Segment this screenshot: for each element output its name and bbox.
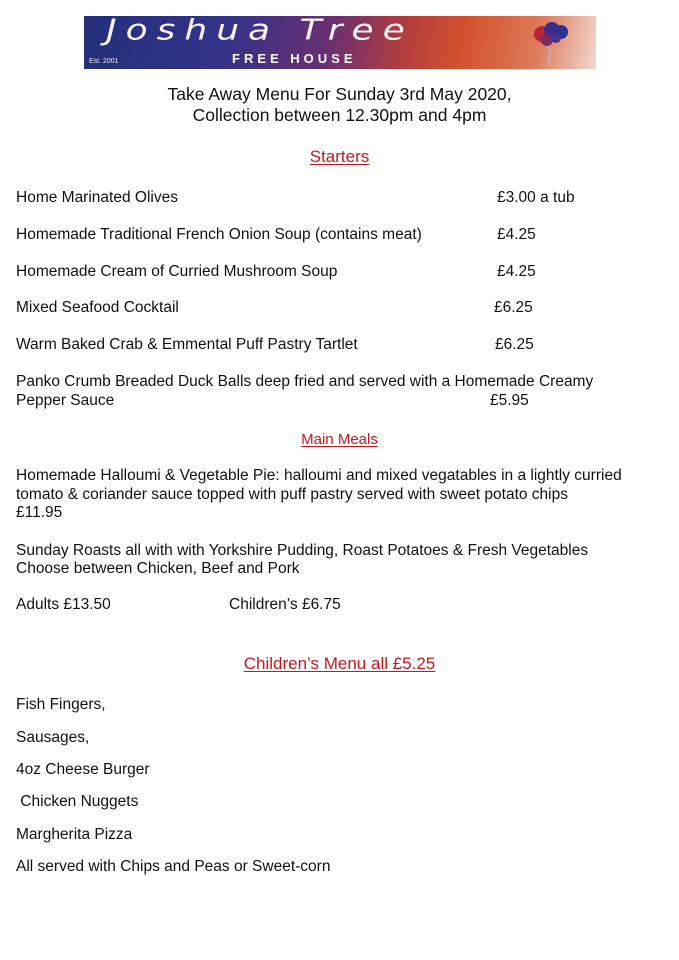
starter-item-name: Home Marinated Olives (16, 189, 178, 206)
collection-time: Collection between 12.30pm and 4pm (192, 105, 487, 125)
pie-price: £11.95 (16, 504, 63, 521)
logo-established: Est. 2001 (89, 58, 119, 65)
starter-item-name: Homemade Traditional French Onion Soup (contains meat) (16, 226, 422, 243)
childrens-item: Fish Fingers, (16, 696, 106, 713)
starter-item-price: £3.00 a tub (497, 189, 575, 206)
menu-title: Take Away Menu For Sunday 3rd May 2020, (167, 84, 512, 104)
starter-item-name: Warm Baked Crab & Emmental Puff Pastry Tartlet (16, 336, 358, 353)
starter-item-price: £6.25 (495, 336, 534, 353)
starter-item-price: £4.25 (497, 226, 536, 243)
logo-banner (84, 16, 596, 69)
roasts-child-price: Children’s £6.75 (229, 596, 341, 613)
roasts-choice: Choose between Chicken, Beef and Pork (16, 560, 300, 577)
childrens-menu-heading: Children’s Menu all £5.25 (243, 654, 436, 673)
starter-item-price: £4.25 (497, 263, 536, 280)
starter-item-name: Mixed Seafood Cocktail (16, 299, 179, 316)
logo-subtitle: FREE HOUSE (232, 51, 357, 66)
pie-description-cont: tomato & coriander sauce topped with puff pastry served with sweet potato chips (16, 486, 568, 503)
roasts-adult-price: Adults £13.50 (16, 596, 111, 613)
logo-title: Joshua Tree (106, 16, 414, 47)
childrens-item: Chicken Nuggets (16, 793, 139, 810)
starter-item-price: £5.95 (490, 392, 529, 409)
main-meals-heading: Main Meals (301, 431, 378, 448)
childrens-item: 4oz Cheese Burger (16, 761, 150, 778)
tree-icon (528, 20, 572, 66)
pie-description: Homemade Halloumi & Vegetable Pie: halloumi and mixed vegatables in a lightly curried (16, 467, 622, 484)
starter-item-name: Panko Crumb Breaded Duck Balls deep fried and served with a Homemade Creamy (16, 373, 594, 390)
starters-heading: Starters (309, 147, 370, 166)
starter-item-price: £6.25 (494, 299, 533, 316)
starter-item-name: Homemade Cream of Curried Mushroom Soup (16, 263, 338, 280)
roasts-description: Sunday Roasts all with with Yorkshire Pudding, Roast Potatoes & Fresh Vegetables (16, 542, 589, 559)
childrens-item: Margherita Pizza (16, 826, 133, 843)
starter-item-name-cont: Pepper Sauce (16, 392, 115, 409)
childrens-note: All served with Chips and Peas or Sweet-corn (16, 858, 331, 875)
childrens-item: Sausages, (16, 729, 90, 746)
